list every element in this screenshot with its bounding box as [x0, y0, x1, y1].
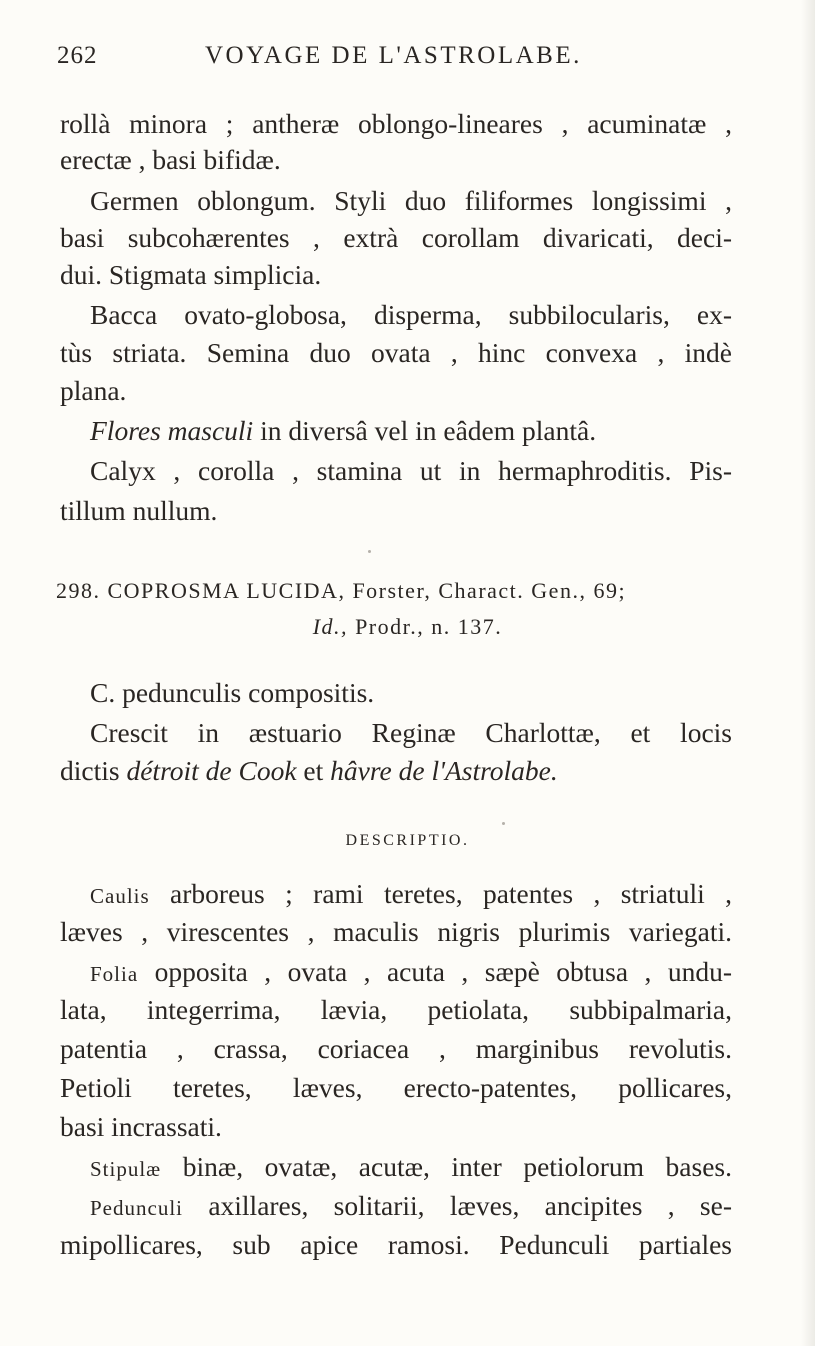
text-line: tùs striata. Semina duo ovata , hinc convexa , indè	[60, 337, 732, 368]
text-line: Bacca ovato-globosa, disperma, subbilocularis, ex-	[90, 299, 732, 330]
ink-speck	[368, 550, 371, 553]
species-citation-line: Id., Prodr., n. 137.	[312, 614, 503, 639]
ink-speck	[502, 822, 505, 825]
habitat-line: Crescit in æstuario Reginæ Charlottæ, et locis	[90, 717, 732, 748]
text-line: Stipulæ binæ, ovatæ, acutæ, inter petiolorum bases.	[90, 1151, 732, 1182]
term-pedunculi: Pedunculi	[90, 1196, 183, 1220]
species-name: COPROSMA LUCIDA	[107, 578, 339, 603]
text-line: Flores masculi in diversâ vel in eâdem plantâ.	[90, 415, 597, 446]
entry-number: 298.	[56, 578, 101, 603]
italic-term: Flores masculi	[90, 415, 254, 446]
species-entry	[56, 580, 626, 602]
page-edge-shadow	[801, 0, 815, 1346]
place-name: hâvre de l'Astrolabe.	[330, 755, 558, 786]
text-line: tillum nullum.	[60, 495, 218, 526]
text-line: rollà minora ; antheræ oblongo-lineares , acuminatæ ,	[60, 108, 732, 139]
text-line: Germen oblongum. Styli duo filiformes longissimi ,	[90, 185, 732, 216]
running-title: VOYAGE DE L'ASTROLABE.	[205, 42, 582, 69]
place-name: détroit de Cook	[126, 755, 297, 786]
diagnosis: C. pedunculis compositis.	[90, 677, 375, 708]
term-folia: Folia	[90, 962, 139, 986]
text-line: Pedunculi axillares, solitarii, læves, ancipites , se-	[90, 1190, 732, 1221]
text-line: patentia , crassa, coriacea , marginibus revolutis.	[60, 1033, 732, 1064]
page-number: 262	[57, 42, 98, 69]
section-heading: DESCRIPTIO.	[345, 832, 470, 849]
text-line: erectæ , basi bifidæ.	[60, 144, 281, 175]
text-line: basi subcohærentes , extrà corollam divaricati, deci-	[60, 222, 732, 253]
text-line: Calyx , corolla , stamina ut in hermaphroditis. Pis-	[90, 455, 732, 486]
term-stipulae: Stipulæ	[90, 1157, 162, 1181]
page-header	[57, 42, 757, 82]
text-line: mipollicares, sub apice ramosi. Pedunculi partiales	[60, 1229, 732, 1260]
text-line: Caulis arboreus ; rami teretes, patentes , striatuli ,	[90, 878, 732, 909]
text-line: Petioli teretes, læves, erecto-patentes, pollicares,	[60, 1072, 732, 1103]
text-line: lata, integerrima, lævia, petiolata, subbipalmaria,	[60, 994, 732, 1025]
text-line: læves , virescentes , maculis nigris plurimis variegati.	[60, 916, 732, 947]
text-line: dui. Stigmata simplicia.	[60, 259, 322, 290]
text-line: basi incrassati.	[60, 1111, 222, 1142]
term-caulis: Caulis	[90, 884, 150, 908]
species-citation: , Forster, Charact. Gen., 69;	[338, 578, 627, 603]
text-line: Folia opposita , ovata , acuta , sæpè obtusa , undu-	[90, 956, 732, 987]
habitat-line: dictis détroit de Cook et hâvre de l'Astrolabe.	[60, 755, 558, 786]
text-line: plana.	[60, 375, 127, 406]
